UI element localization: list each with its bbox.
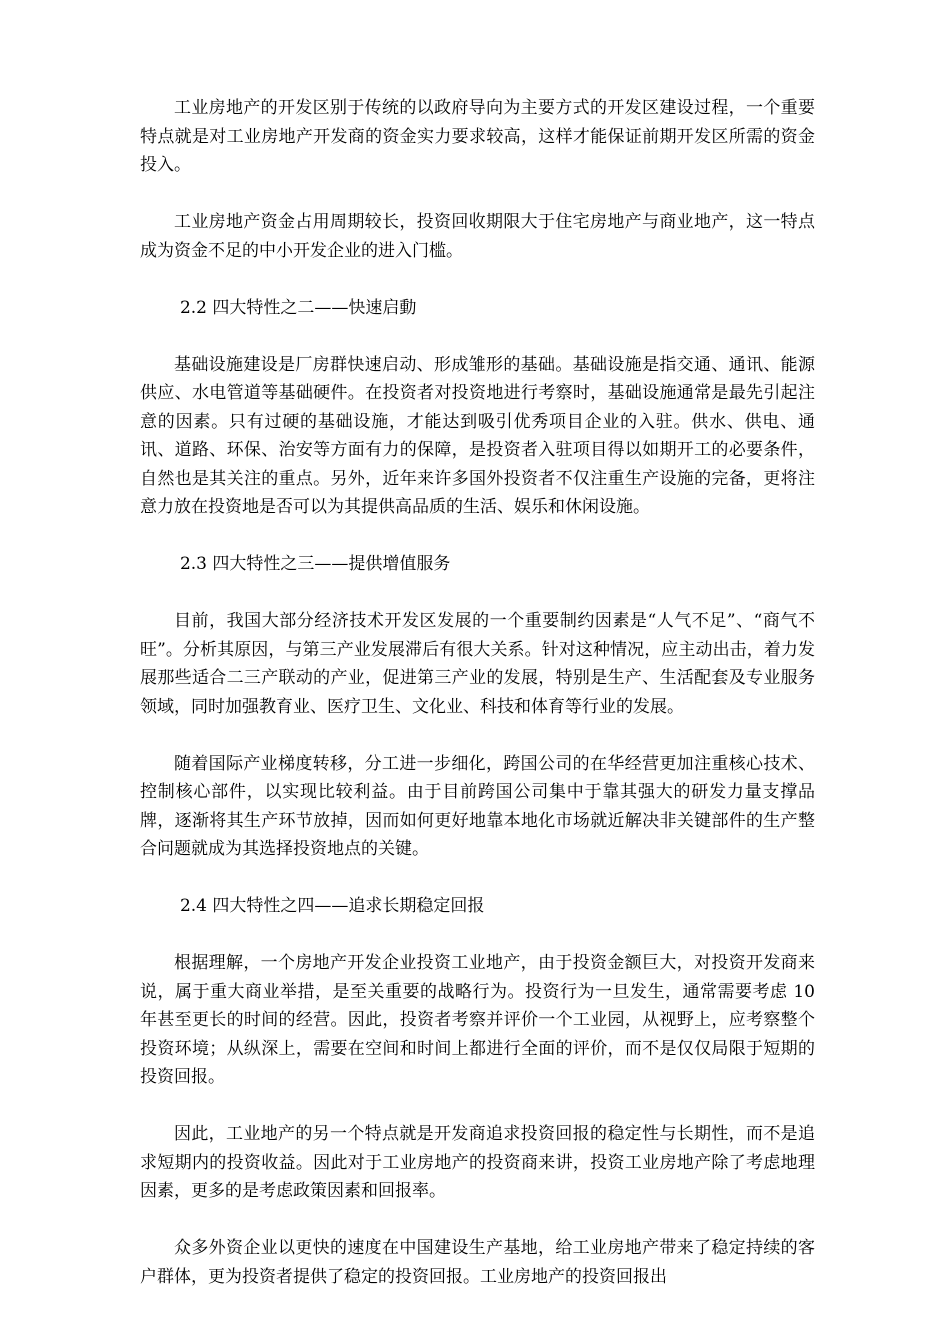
paragraph-development-zones: 目前，我国大部分经济技术开发区发展的一个重要制约因素是“人气不足”、“商气不旺”。分析其原因，与第三产业发展滞后有很大关系。针对这种情况，应主动出击，着力发展那些适合二三产联动的产业，促进第三产业的发展，特别是生产、生活配套及专业服务领域，同时加强教育业、医疗卫生、文化业、科技和体育等行业的发展。	[140, 611, 815, 717]
paragraph-multinationals: 随着国际产业梯度转移，分工进一步细化，跨国公司的在华经营更加注重核心技术、控制核心部件，以实现比较利益。由于目前跨国公司集中于靠其强大的研发力量支撑品牌，逐渐将其生产环节放掉，因而如何更好地靠本地化市场就近解决非关键部件的生产整合问题就成为其选择投资地点的关键。	[140, 753, 815, 859]
section-heading-2-2: 2.2 四大特性之二——快速启動	[179, 297, 417, 318]
document-body	[140, 94, 815, 1291]
section-heading-2-4: 2.4 四大特性之四——追求长期稳定回报	[179, 896, 485, 916]
paragraph-capital-requirement: 工业房地产的开发区别于传统的以政府导向为主要方式的开发区建设过程，一个重要特点就是对工业房地产开发商的资金实力要求较高，这样才能保证前期开发区所需的资金投入。	[140, 98, 815, 175]
paragraph-stable-returns: 因此，工业地产的另一个特点就是开发商追求投资回报的稳定性与长期性，而不是追求短期内的投资收益。因此对于工业房地产的投资商来讲，投资工业房地产除了考虑地理因素，更多的是考虑政策因素和回报率。	[140, 1124, 815, 1201]
paragraph-capital-cycle: 工业房地产资金占用周期较长，投资回收期限大于住宅房地产与商业地产，这一特点成为资金不足的中小开发企业的进入门槛。	[140, 212, 815, 261]
paragraph-investment-behavior: 根据理解，一个房地产开发企业投资工业地产，由于投资金额巨大，对投资开发商来说，属于重大商业举措，是至关重要的战略行为。投资行为一旦发生，通常需要考虑 10 年甚至更长的时间的经营。因此，投资者考察并评价一个工业园，从视野上，应考察整个投资环境；从纵深上，需要在空间和时间上都进行全面的评价，而不是仅仅局限于短期的投资回报。	[140, 953, 815, 1087]
paragraph-foreign-enterprises: 众多外资企业以更快的速度在中国建设生产基地，给工业房地产带来了稳定持续的客户群体，更为投资者提供了稳定的投资回报。工业房地产的投资回报出	[140, 1238, 815, 1287]
section-heading-2-3: 2.3 四大特性之三——提供增值服务	[179, 554, 451, 574]
paragraph-infrastructure: 基础设施建设是厂房群快速启动、形成雏形的基础。基础设施是指交通、通讯、能源供应、水电管道等基础硬件。在投资者对投资地进行考察时，基础设施通常是最先引起注意的因素。只有过硬的基础设施，才能达到吸引优秀项目企业的入驻。供水、供电、通讯、道路、环保、治安等方面有力的保障，是投资者入驻项目得以如期开工的必要条件，自然也是其关注的重点。另外，近年来许多国外投资者不仅注重生产设施的完备，更将注意力放在投资地是否可以为其提供高品质的生活、娱乐和休闲设施。	[140, 354, 815, 517]
